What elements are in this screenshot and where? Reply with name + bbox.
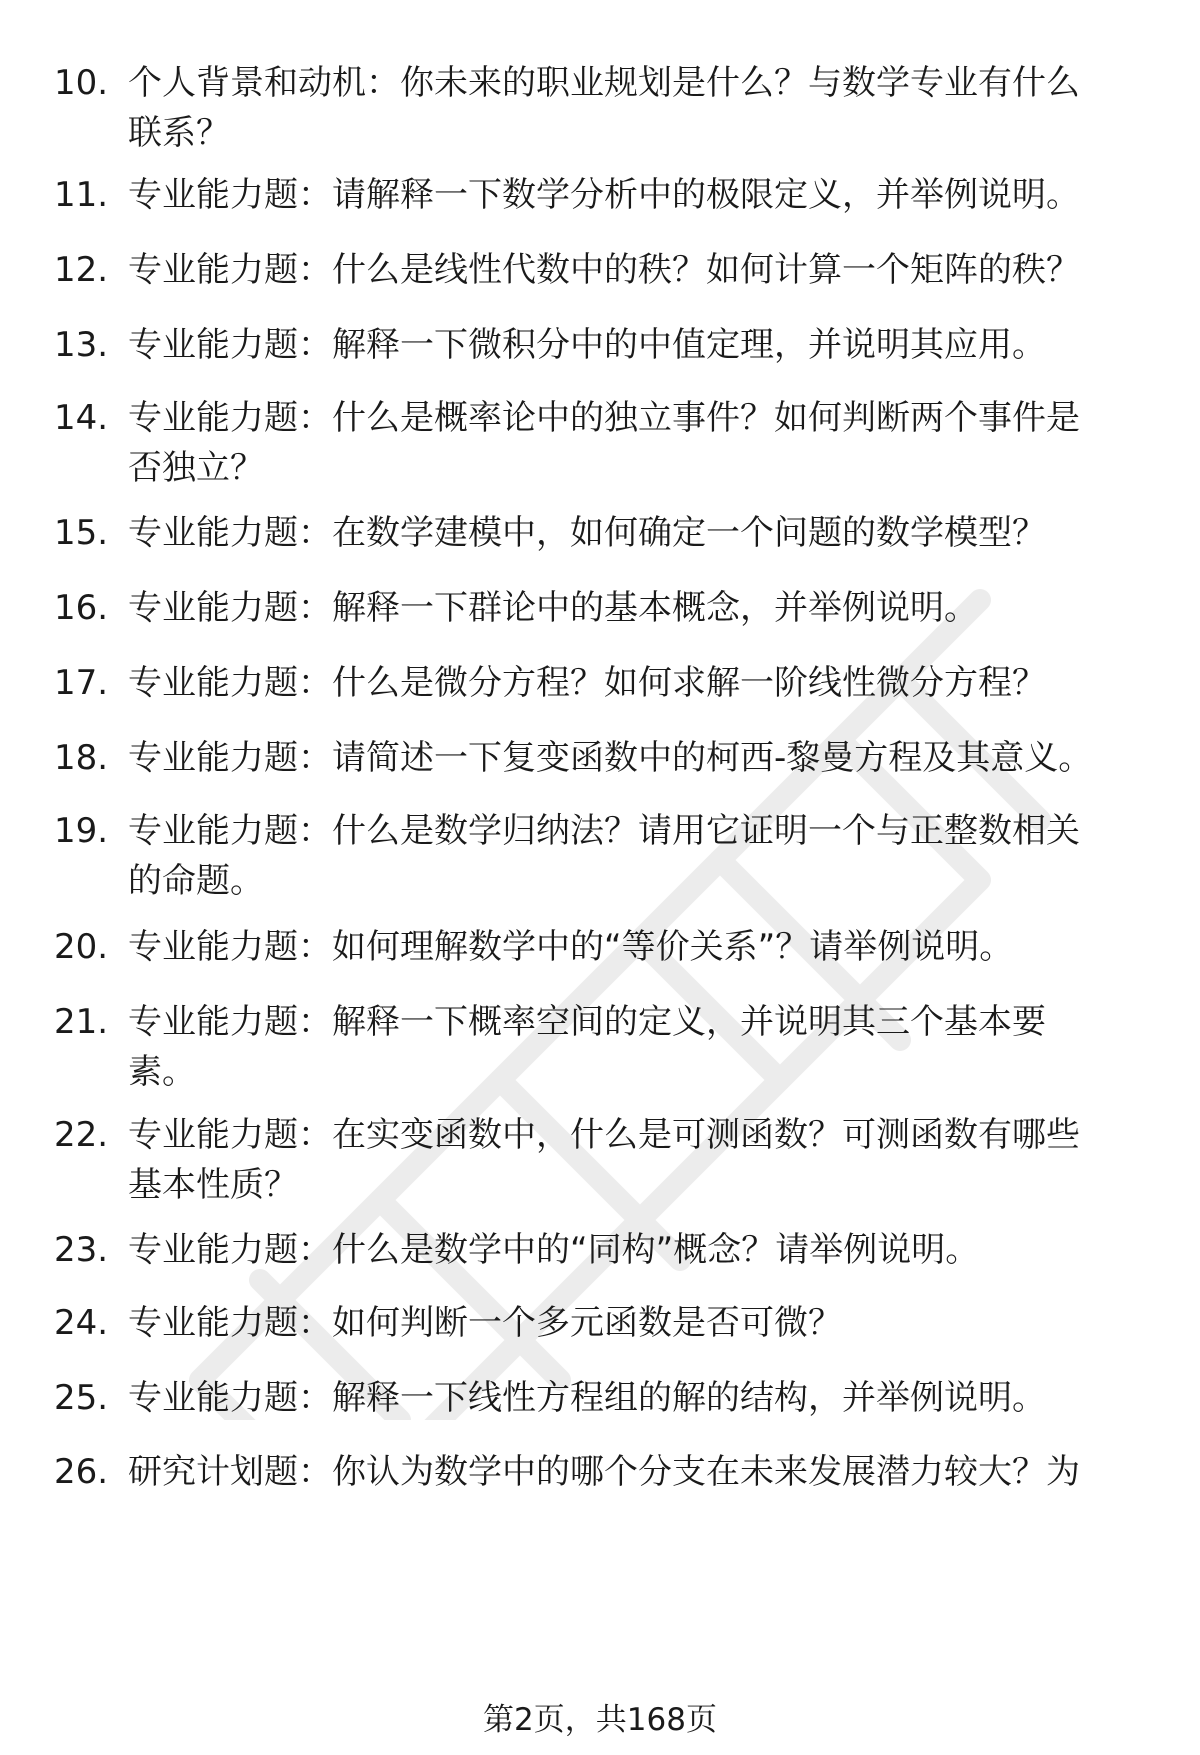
question-number: 12. bbox=[54, 250, 109, 290]
question-text bbox=[128, 1110, 1138, 1210]
question-number: 17. bbox=[54, 663, 109, 703]
question-text bbox=[128, 320, 1138, 370]
question-number: 10. bbox=[54, 63, 109, 103]
question-number: 24. bbox=[54, 1303, 109, 1343]
question-text-line: 个人背景和动机：你未来的职业规划是什么？与数学专业有什么 bbox=[128, 63, 1080, 103]
question-text-line: 专业能力题：什么是数学归纳法？请用它证明一个与正整数相关 bbox=[128, 811, 1080, 851]
question-number: 13. bbox=[54, 325, 109, 365]
question-text bbox=[128, 1447, 1138, 1497]
question-text-line: 专业能力题：如何理解数学中的“等价关系”？请举例说明。 bbox=[128, 927, 1014, 967]
question-text bbox=[128, 245, 1138, 295]
question-text bbox=[128, 658, 1138, 708]
question-text-line: 专业能力题：请简述一下复变函数中的柯西-黎曼方程及其意义。 bbox=[128, 738, 1093, 778]
question-number: 15. bbox=[54, 513, 109, 553]
question-text-line: 素。 bbox=[128, 1052, 196, 1092]
question-text-line: 专业能力题：什么是微分方程？如何求解一阶线性微分方程？ bbox=[128, 663, 1046, 703]
question-number: 23. bbox=[54, 1230, 109, 1270]
question-text-line: 联系？ bbox=[128, 113, 230, 153]
question-number: 14. bbox=[54, 398, 109, 438]
question-text-line: 专业能力题：请解释一下数学分析中的极限定义，并举例说明。 bbox=[128, 175, 1080, 215]
question-text-line: 专业能力题：在实变函数中，什么是可测函数？可测函数有哪些 bbox=[128, 1115, 1080, 1155]
question-number: 26. bbox=[54, 1452, 109, 1492]
page-number-label: 第2页，共168页 bbox=[483, 1702, 717, 1738]
question-text bbox=[128, 922, 1138, 972]
question-text-line: 专业能力题：解释一下概率空间的定义，并说明其三个基本要 bbox=[128, 1002, 1046, 1042]
question-text-line: 专业能力题：什么是线性代数中的秩？如何计算一个矩阵的秩？ bbox=[128, 250, 1080, 290]
question-text bbox=[128, 58, 1138, 158]
question-text bbox=[128, 508, 1138, 558]
question-text bbox=[128, 733, 1138, 783]
question-number: 16. bbox=[54, 588, 109, 628]
question-text bbox=[128, 1298, 1138, 1348]
question-number: 20. bbox=[54, 927, 109, 967]
question-text-line: 的命题。 bbox=[128, 861, 264, 901]
page-footer bbox=[0, 1700, 1200, 1740]
question-number: 25. bbox=[54, 1378, 109, 1418]
question-number: 22. bbox=[54, 1115, 109, 1155]
question-text-line: 基本性质？ bbox=[128, 1165, 298, 1205]
question-number: 19. bbox=[54, 811, 109, 851]
question-number: 21. bbox=[54, 1002, 109, 1042]
question-text bbox=[128, 1373, 1138, 1423]
question-text bbox=[128, 583, 1138, 633]
question-text bbox=[128, 1225, 1138, 1275]
question-text-line: 专业能力题：解释一下群论中的基本概念，并举例说明。 bbox=[128, 588, 978, 628]
question-text-line: 专业能力题：什么是数学中的“同构”概念？请举例说明。 bbox=[128, 1230, 980, 1270]
question-text-line: 专业能力题：在数学建模中，如何确定一个问题的数学模型？ bbox=[128, 513, 1046, 553]
question-text-line: 否独立？ bbox=[128, 448, 264, 488]
question-text-line: 专业能力题：解释一下微积分中的中值定理，并说明其应用。 bbox=[128, 325, 1046, 365]
question-number: 11. bbox=[54, 175, 109, 215]
question-number: 18. bbox=[54, 738, 109, 778]
question-text-line: 专业能力题：解释一下线性方程组的解的结构，并举例说明。 bbox=[128, 1378, 1046, 1418]
question-text-line: 研究计划题：你认为数学中的哪个分支在未来发展潜力较大？为 bbox=[128, 1452, 1080, 1492]
question-text bbox=[128, 997, 1138, 1097]
question-text bbox=[128, 806, 1138, 906]
question-text bbox=[128, 393, 1138, 493]
question-text bbox=[128, 170, 1138, 220]
question-text-line: 专业能力题：如何判断一个多元函数是否可微？ bbox=[128, 1303, 842, 1343]
question-text-line: 专业能力题：什么是概率论中的独立事件？如何判断两个事件是 bbox=[128, 398, 1080, 438]
